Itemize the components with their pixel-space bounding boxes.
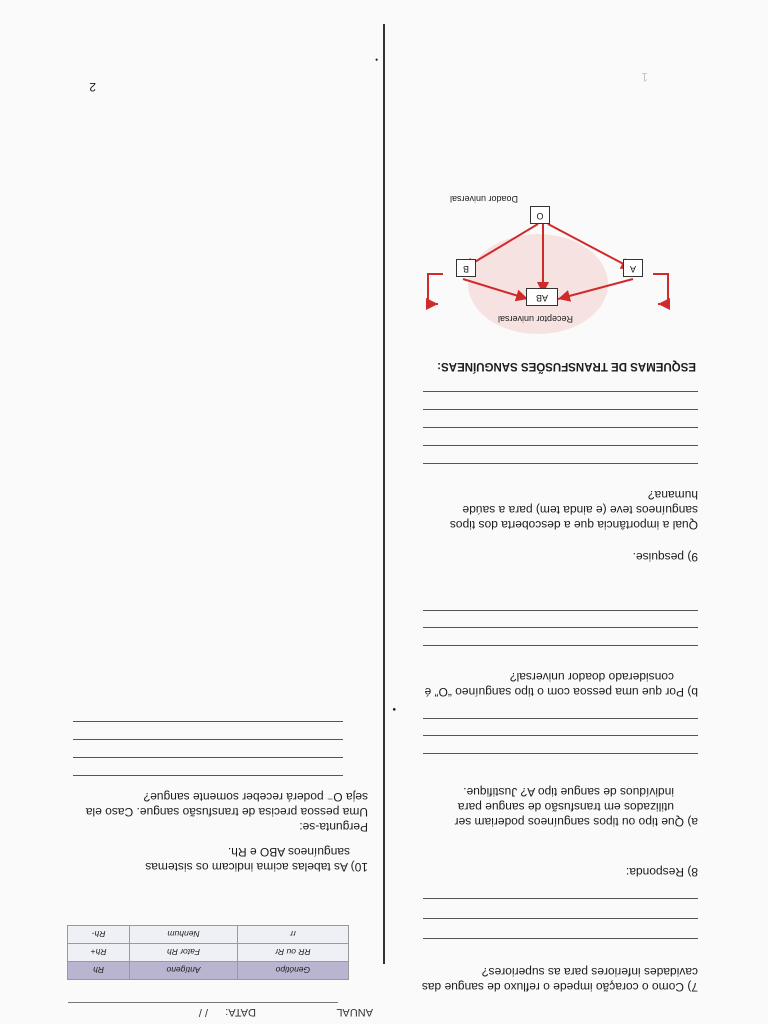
q9-line1: Qual a importância que a descoberta dos tipos	[449, 518, 698, 532]
q9-title: 9) pesquise.	[632, 550, 698, 564]
table-cell: RR ou Rr	[237, 944, 348, 962]
question-10	[68, 789, 368, 874]
question-8a	[388, 784, 698, 829]
answer-line	[423, 427, 698, 428]
q8a-line1: a) Que tipo ou tipos sanguíneos poderiam ser	[454, 815, 698, 829]
date-label: DATA:	[225, 1006, 256, 1018]
q9-line2: sanguíneos teve (e ainda tem) para a saúde	[462, 503, 698, 517]
node-b: B	[456, 259, 476, 277]
receptor-universal-label: Receptor universal	[497, 314, 573, 324]
q7-line2: cavidades inferiores para as superiores?	[481, 965, 698, 979]
column-divider	[383, 24, 385, 964]
table-cell: Fator Rh	[130, 944, 238, 962]
answer-line	[73, 757, 343, 758]
node-a: A	[623, 259, 643, 277]
answer-line	[423, 918, 698, 919]
q8-title: 8) Responda:	[625, 865, 698, 879]
table-cell: Nenhum	[130, 926, 238, 944]
table-cell: Rh+	[68, 944, 130, 962]
answer-line	[423, 610, 698, 611]
table-header-cell: Rh	[68, 962, 130, 980]
answer-line	[423, 645, 698, 646]
table-header-row	[68, 962, 349, 980]
question-7	[388, 964, 698, 994]
answer-line	[423, 718, 698, 719]
arrow-a-to-a	[653, 274, 668, 304]
date-value: / /	[198, 1006, 208, 1018]
page-number: 2	[89, 80, 96, 94]
answer-line	[423, 898, 698, 899]
q10-line4: Uma pessoa precisa de transfusão sangue. Caso ela	[85, 805, 368, 819]
q8b-line2: considerado doador universal?	[509, 670, 674, 684]
diagram-title: ESQUEMAS DE TRANSFUSÕES SANGUÍNEAS:	[437, 360, 696, 372]
node-o: O	[530, 206, 550, 224]
header-rule	[68, 1002, 338, 1003]
answer-line	[73, 721, 343, 722]
answer-line	[423, 391, 698, 392]
answer-line	[73, 739, 343, 740]
table-row	[68, 944, 349, 962]
q7-line1: 7) Como o coração impede o refluxo de sangue das	[421, 980, 698, 994]
answer-line	[423, 627, 698, 628]
q8a-line3: indivíduos de sangue tipo A? Justifique.	[463, 785, 674, 799]
answer-line	[423, 463, 698, 464]
page-number-small: 1	[641, 70, 648, 84]
answer-line	[423, 445, 698, 446]
node-ab: AB	[526, 288, 558, 306]
answer-line	[423, 409, 698, 410]
stray-mark: •	[375, 55, 378, 64]
q8a-line2: utilizados em transfusão de sangue para	[457, 800, 674, 814]
course-label: ANUAL	[336, 1006, 373, 1018]
table-cell: rr	[237, 926, 348, 944]
answer-line	[423, 735, 698, 736]
question-8b	[388, 669, 698, 699]
q10-line3: Pergunta-se:	[299, 820, 368, 834]
table-cell: Rh-	[68, 926, 130, 944]
arrow-b-to-b	[428, 274, 443, 304]
q8b-line1: b) Por que uma pessoa com o tipo sanguíneo “O” é	[424, 685, 698, 699]
stray-mark: •	[392, 703, 396, 714]
q10-line1: 10) As tabelas acima indicam os sistemas	[145, 860, 368, 874]
q9-line3: humana?	[647, 488, 698, 502]
answer-line	[73, 775, 343, 776]
q10-line5: seja O⁻ poderá receber somente sangue?	[143, 790, 368, 804]
table-row	[68, 926, 349, 944]
q10-line2: sanguíneos ABO e Rh.	[227, 845, 350, 859]
doador-universal-label: Doador universal	[449, 194, 518, 204]
question-9	[388, 549, 698, 564]
table-header-cell: Genótipo	[237, 962, 348, 980]
answer-line	[423, 938, 698, 939]
table-header-cell: Antígeno	[130, 962, 238, 980]
answer-line	[423, 753, 698, 754]
question-9-body	[388, 487, 698, 532]
question-8	[388, 864, 698, 879]
blood-type-table	[67, 925, 349, 980]
